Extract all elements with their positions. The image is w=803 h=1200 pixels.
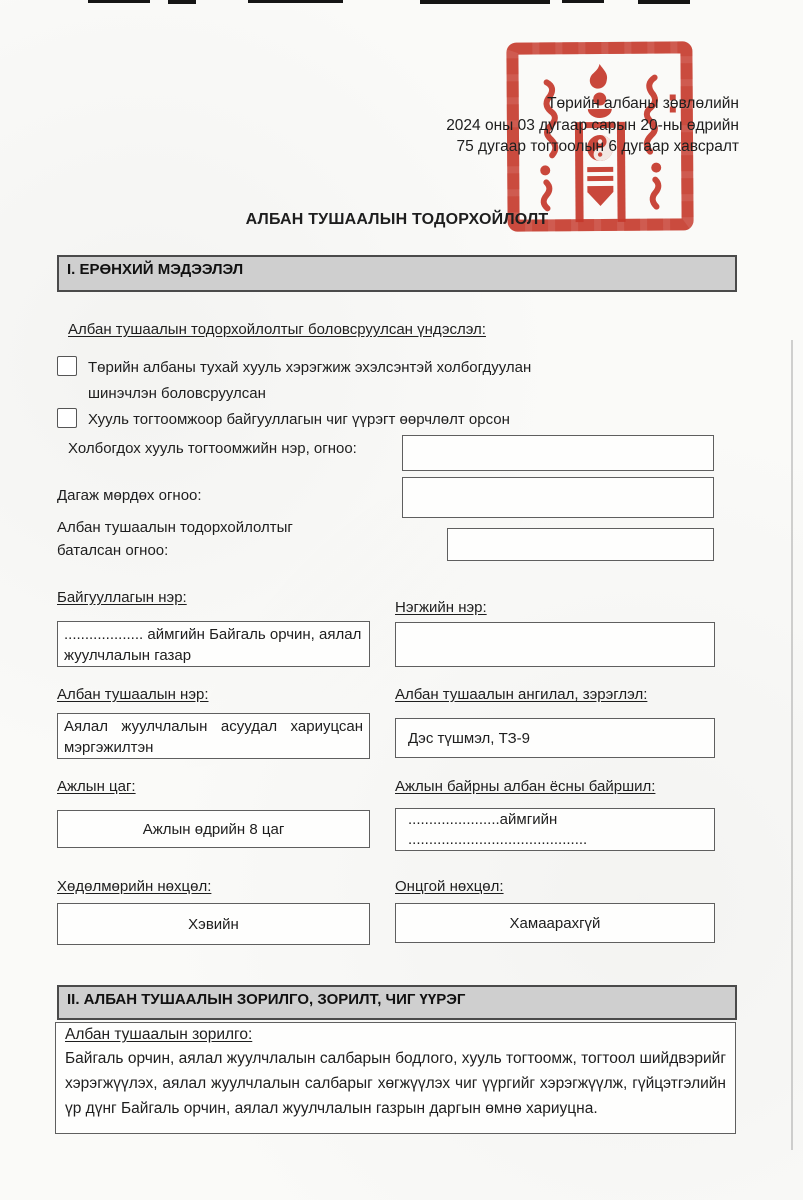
approved-date-input[interactable] xyxy=(447,528,714,561)
basis-checkbox-2-label: Хууль тогтоомжоор байгууллагын чиг үүрэгт өөрчлөлт орсон xyxy=(88,411,510,428)
follow-date-label: Дагаж мөрдөх огноо: xyxy=(57,487,202,504)
organization-label: Байгууллагын нэр: xyxy=(57,589,187,606)
scan-artifact-dash xyxy=(562,0,604,3)
follow-date-input[interactable] xyxy=(402,477,714,518)
organization-input[interactable]: ................... аймгийн Байгаль орчин, аялал жуулчлалын газар xyxy=(57,621,370,667)
basis-checkbox-2[interactable] xyxy=(57,408,77,428)
related-law-label: Холбогдох хууль тогтоомжийн нэр, огноо: xyxy=(68,440,357,457)
scan-artifact-dash xyxy=(168,0,196,4)
basis-checkbox-1[interactable] xyxy=(57,356,77,376)
position-name-label: Албан тушаалын нэр: xyxy=(57,686,209,703)
work-location-label: Ажлын байрны албан ёсны байршил: xyxy=(395,778,656,795)
scan-artifact-dash xyxy=(638,0,690,4)
labor-condition-label: Хөдөлмөрийн нөхцөл: xyxy=(57,878,212,895)
work-time-label: Ажлын цаг: xyxy=(57,778,136,795)
basis-label: Албан тушаалын тодорхойлолтыг боловсруулсан үндэслэл: xyxy=(68,321,486,338)
unit-label: Нэгжийн нэр: xyxy=(395,599,487,616)
classification-input[interactable]: Дэс түшмэл, ТЗ-9 xyxy=(395,718,715,758)
decree-reference-block xyxy=(319,93,739,158)
work-location-line2: ........................................... xyxy=(408,831,588,848)
decree-reference-line1: Төрийн албаны зөвлөлийн xyxy=(547,95,739,112)
scan-artifact-page-edge xyxy=(791,340,793,1150)
purpose-box xyxy=(55,1022,736,1134)
work-location-input[interactable] xyxy=(395,808,715,851)
unit-input[interactable] xyxy=(395,622,715,667)
scan-artifact-dash xyxy=(420,0,550,4)
related-law-input[interactable] xyxy=(402,435,714,471)
decree-reference-line3: 75 дугаар тогтоолын 6 дугаар хавсралт xyxy=(456,138,739,155)
position-name-input[interactable]: Аялал жуулчлалын асуудал хариуцсан мэргэжилтэн xyxy=(57,713,370,759)
purpose-text: Байгаль орчин, аялал жуулчлалын салбарын бодлого, хууль тогтоомж, тогтоол шийдвэрийг хэрэгжүүлэх, аялал жуулчлалын салбарыг хөгжүүлэх чиг үүргийг хэрэгжүүлж, гүйцэтгэлийн үр дүнг Байгаль орчин, аялал жуулчлалын газрын даргын өмнө хариуцна. xyxy=(65,1049,726,1117)
scan-artifact-dash xyxy=(88,0,150,3)
section1-header: I. ЕРӨНХИЙ МЭДЭЭЛЭЛ xyxy=(57,255,737,292)
document-title: АЛБАН ТУШААЛЫН ТОДОРХОЙЛОЛТ xyxy=(245,211,549,228)
scan-artifact-dash xyxy=(248,0,343,3)
purpose-label: Албан тушаалын зорилго: xyxy=(65,1026,253,1043)
labor-condition-input[interactable]: Хэвийн xyxy=(57,903,370,945)
work-location-line1: ......................аймгийн xyxy=(408,811,558,828)
classification-label: Албан тушаалын ангилал, зэрэглэл: xyxy=(395,686,648,703)
special-condition-input[interactable]: Хамаарахгүй xyxy=(395,903,715,943)
work-time-input[interactable]: Ажлын өдрийн 8 цаг xyxy=(57,810,370,848)
decree-reference-line2: 2024 оны 03 дугаар сарын 20-ны өдрийн xyxy=(446,116,739,134)
approved-date-label: Албан тушаалын тодорхойлолтыг баталсан огноо: xyxy=(57,519,293,559)
basis-checkbox-1-label: Төрийн албаны тухай хууль хэрэгжиж эхэлсэнтэй холбогдуулан шинэчлэн боловсруулсан xyxy=(88,359,532,402)
section2-header: II. АЛБАН ТУШААЛЫН ЗОРИЛГО, ЗОРИЛТ, ЧИГ ҮҮРЭГ xyxy=(57,985,737,1020)
special-condition-label: Онцгой нөхцөл: xyxy=(395,878,504,895)
